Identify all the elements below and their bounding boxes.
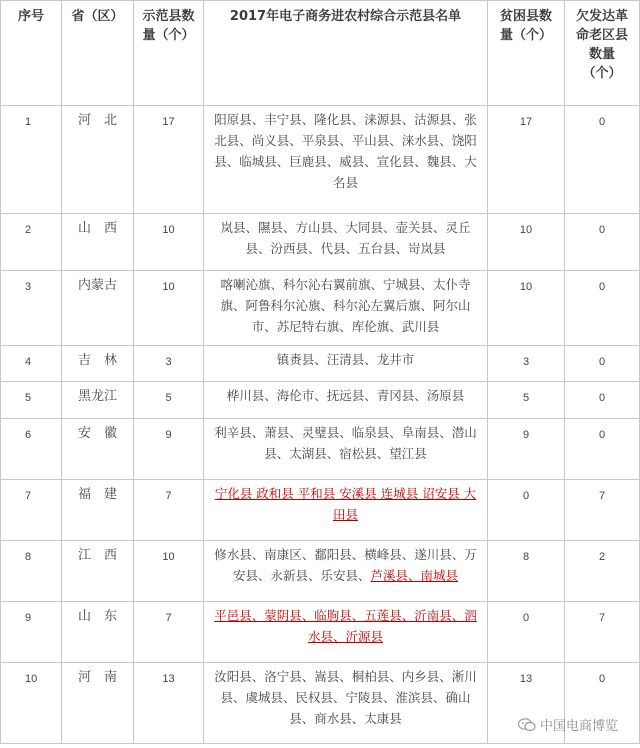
row-seq: 4 bbox=[1, 346, 62, 382]
county-list-highlight: 芦溪县、南城县 bbox=[370, 568, 459, 583]
header-list: 2017年电子商务进农村综合示范县名单 bbox=[204, 1, 488, 106]
row-demo-count: 13 bbox=[134, 663, 204, 744]
row-poor-count: 17 bbox=[488, 106, 565, 214]
row-county-list bbox=[204, 214, 488, 271]
row-poor-count: 3 bbox=[488, 346, 565, 382]
table-row bbox=[1, 106, 640, 214]
row-poor-count: 5 bbox=[488, 382, 565, 419]
row-old-area-count: 0 bbox=[565, 382, 640, 419]
row-county-list bbox=[204, 419, 488, 480]
header-poor-count: 贫困县数量（个） bbox=[488, 1, 565, 106]
row-old-area-count: 2 bbox=[565, 541, 640, 602]
table-row bbox=[1, 346, 640, 382]
row-demo-count: 10 bbox=[134, 214, 204, 271]
row-county-list bbox=[204, 271, 488, 346]
county-list-text: 汝阳县、洛宁县、嵩县、桐柏县、内乡县、淅川县、虞城县、民权县、宁陵县、淮滨县、确山县、商水县、太康县 bbox=[214, 669, 477, 726]
row-seq: 1 bbox=[1, 106, 62, 214]
row-county-list bbox=[204, 541, 488, 602]
row-county-list bbox=[204, 106, 488, 214]
row-county-list bbox=[204, 346, 488, 382]
row-province: 黑龙江 bbox=[62, 382, 134, 419]
row-demo-count: 10 bbox=[134, 271, 204, 346]
row-seq: 5 bbox=[1, 382, 62, 419]
row-old-area-count: 7 bbox=[565, 480, 640, 541]
row-province: 河 南 bbox=[62, 663, 134, 744]
table-row bbox=[1, 541, 640, 602]
row-province: 江 西 bbox=[62, 541, 134, 602]
table-row bbox=[1, 382, 640, 419]
header-demo-count: 示范县数量（个） bbox=[134, 1, 204, 106]
row-county-list bbox=[204, 663, 488, 744]
row-demo-count: 7 bbox=[134, 602, 204, 663]
row-province: 吉 林 bbox=[62, 346, 134, 382]
row-seq: 8 bbox=[1, 541, 62, 602]
row-province: 山 东 bbox=[62, 602, 134, 663]
row-old-area-count: 0 bbox=[565, 663, 640, 744]
row-poor-count: 8 bbox=[488, 541, 565, 602]
row-old-area-count: 0 bbox=[565, 214, 640, 271]
row-poor-count: 13 bbox=[488, 663, 565, 744]
row-demo-count: 3 bbox=[134, 346, 204, 382]
row-county-list bbox=[204, 602, 488, 663]
county-list-text: 镇赉县、汪清县、龙井市 bbox=[276, 352, 415, 367]
row-seq: 7 bbox=[1, 480, 62, 541]
wechat-icon bbox=[518, 718, 536, 732]
table-row bbox=[1, 602, 640, 663]
watermark-text: 中国电商博览 bbox=[539, 719, 618, 734]
table-row bbox=[1, 214, 640, 271]
row-old-area-count: 7 bbox=[565, 602, 640, 663]
row-old-area-count: 0 bbox=[565, 346, 640, 382]
county-list-text: 喀喇沁旗、科尔沁右翼前旗、宁城县、太仆寺旗、阿鲁科尔沁旗、科尔沁左翼后旗、阿尔山市、苏尼特右旗、库伦旗、武川县 bbox=[220, 277, 471, 334]
row-poor-count: 10 bbox=[488, 271, 565, 346]
row-demo-count: 17 bbox=[134, 106, 204, 214]
row-demo-count: 5 bbox=[134, 382, 204, 419]
row-seq: 6 bbox=[1, 419, 62, 480]
row-province: 福 建 bbox=[62, 480, 134, 541]
county-list-text: 修水县、南康区、鄱阳县、横峰县、遂川县、万安县、永新县、乐安县、 bbox=[214, 547, 477, 583]
county-list-highlight: 平邑县、蒙阴县、临朐县、五莲县、沂南县、泗水县、沂源县 bbox=[214, 608, 477, 644]
county-list-text: 利辛县、萧县、灵璧县、临泉县、阜南县、潜山县、太湖县、宿松县、望江县 bbox=[214, 425, 477, 461]
header-old-area-count: 欠发达革命老区县数量（个） bbox=[565, 1, 640, 106]
header-province: 省（区） bbox=[62, 1, 134, 106]
row-old-area-count: 0 bbox=[565, 419, 640, 480]
table-row bbox=[1, 271, 640, 346]
row-poor-count: 0 bbox=[488, 602, 565, 663]
row-province: 内蒙古 bbox=[62, 271, 134, 346]
row-seq: 10 bbox=[1, 663, 62, 744]
row-province: 山 西 bbox=[62, 214, 134, 271]
table-row bbox=[1, 419, 640, 480]
county-list-highlight: 宁化县 政和县 平和县 安溪县 连城县 诏安县 大田县 bbox=[214, 486, 477, 522]
row-poor-count: 10 bbox=[488, 214, 565, 271]
row-county-list bbox=[204, 382, 488, 419]
row-seq: 9 bbox=[1, 602, 62, 663]
row-poor-count: 0 bbox=[488, 480, 565, 541]
county-list-text: 阳原县、丰宁县、隆化县、涞源县、沽源县、张北县、尚义县、平泉县、平山县、涞水县、饶阳县、临城县、巨鹿县、威县、宣化县、魏县、大名县 bbox=[214, 112, 477, 190]
row-seq: 3 bbox=[1, 271, 62, 346]
row-seq: 2 bbox=[1, 214, 62, 271]
row-demo-count: 10 bbox=[134, 541, 204, 602]
county-list-text: 岚县、隰县、方山县、大同县、壶关县、灵丘县、汾西县、代县、五台县、岢岚县 bbox=[220, 220, 471, 256]
row-old-area-count: 0 bbox=[565, 106, 640, 214]
row-province: 河 北 bbox=[62, 106, 134, 214]
row-poor-count: 9 bbox=[488, 419, 565, 480]
watermark bbox=[518, 715, 618, 734]
county-list-text: 桦川县、海伦市、抚远县、青冈县、汤原县 bbox=[226, 388, 465, 403]
row-demo-count: 7 bbox=[134, 480, 204, 541]
header-seq: 序号 bbox=[1, 1, 62, 106]
row-old-area-count: 0 bbox=[565, 271, 640, 346]
row-county-list bbox=[204, 480, 488, 541]
row-demo-count: 9 bbox=[134, 419, 204, 480]
table-row bbox=[1, 480, 640, 541]
row-province: 安 徽 bbox=[62, 419, 134, 480]
